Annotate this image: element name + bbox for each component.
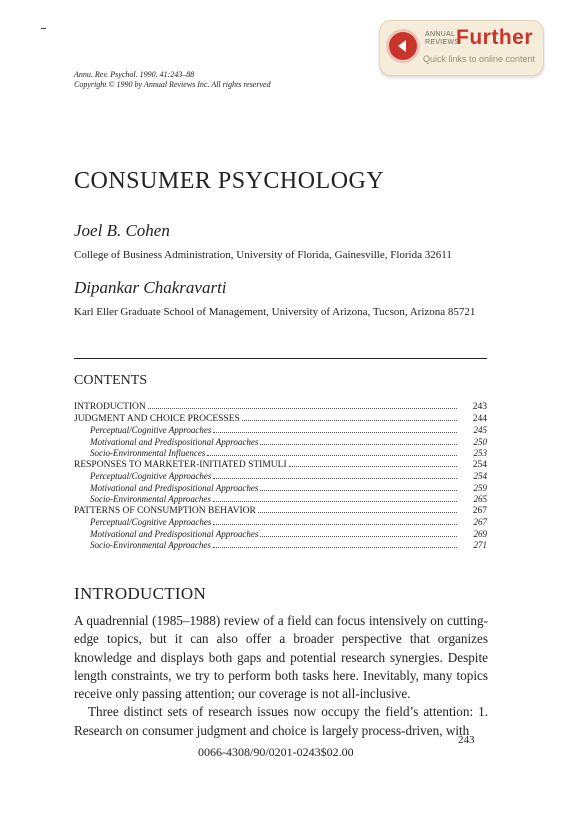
toc-entry-label: RESPONSES TO MARKETER-INITIATED STIMULI xyxy=(74,459,287,470)
toc-entry[interactable] xyxy=(74,517,487,529)
toc-entry[interactable] xyxy=(74,425,487,437)
badge-line2: REVIEWS xyxy=(425,39,460,46)
toc-entry-label: Socio-Environmental Approaches xyxy=(90,540,211,550)
author-affiliation: Karl Eller Graduate School of Management, University of Arizona, Tucson, Arizona 85721 xyxy=(74,306,476,318)
citation-line1: Annu. Rev. Psychol. 1990. 41:243–88 xyxy=(74,70,195,79)
toc-entry[interactable] xyxy=(74,448,487,460)
paragraph: Three distinct sets of research issues now occupy the field’s attention: 1. Research on consumer judgment and choice is largely process-driven, with xyxy=(74,704,488,738)
toc-entry-page: 267 xyxy=(473,517,487,527)
toc-leader-dots xyxy=(258,512,457,513)
toc-entry-page: 269 xyxy=(473,528,487,539)
toc-entry-page: 265 xyxy=(473,494,487,504)
citation-line2: Copyright © 1990 by Annual Reviews Inc. All rights reserved xyxy=(74,80,271,89)
toc-entry-label: Motivational and Predispositional Approaches xyxy=(90,528,259,539)
toc-entry-page: 244 xyxy=(472,413,487,424)
author-name: Dipankar Chakravarti xyxy=(74,278,227,297)
toc-entry-page: 250 xyxy=(473,436,487,447)
toc-leader-dots xyxy=(213,547,457,548)
toc-entry[interactable] xyxy=(74,414,487,426)
toc-leader-dots xyxy=(207,455,457,456)
toc-entry-label: Socio-Environmental Influences xyxy=(90,448,206,458)
table-of-contents xyxy=(74,402,487,552)
toc-leader-dots xyxy=(213,478,457,479)
toc-leader-dots xyxy=(260,536,457,537)
play-circle-icon xyxy=(389,32,417,60)
margin-mark xyxy=(41,28,46,29)
toc-entry[interactable] xyxy=(74,494,487,506)
contents-heading: CONTENTS xyxy=(74,373,148,388)
toc-entry-label: JUDGMENT AND CHOICE PROCESSES xyxy=(74,413,240,424)
toc-entry-label: Perceptual/Cognitive Approaches xyxy=(90,517,212,527)
toc-entry-label: PATTERNS OF CONSUMPTION BEHAVIOR xyxy=(74,505,256,516)
toc-entry[interactable] xyxy=(74,483,487,495)
toc-entry-page: 267 xyxy=(472,505,487,516)
toc-entry-label: Perceptual/Cognitive Approaches xyxy=(90,471,212,481)
toc-entry-label: Motivational and Predispositional Approaches xyxy=(90,482,259,493)
body-text xyxy=(74,612,488,740)
toc-entry-label: INTRODUCTION xyxy=(74,402,146,412)
toc-entry-label: Socio-Environmental Approaches xyxy=(90,494,211,504)
toc-entry-page: 245 xyxy=(473,425,487,435)
toc-leader-dots xyxy=(213,432,457,433)
article-code: 0066-4308/90/0201-0243$02.00 xyxy=(198,745,354,759)
toc-entry[interactable] xyxy=(74,471,487,483)
toc-entry-page: 271 xyxy=(473,540,487,550)
toc-entry[interactable] xyxy=(74,402,487,414)
toc-entry-page: 243 xyxy=(472,402,487,412)
toc-leader-dots xyxy=(260,444,457,445)
toc-entry[interactable] xyxy=(74,460,487,472)
divider xyxy=(74,358,487,359)
badge-tagline: Quick links to online content xyxy=(423,54,536,64)
toc-entry-page: 259 xyxy=(473,482,487,493)
badge-brand: Further xyxy=(456,26,533,49)
paragraph: A quadrennial (1985–1988) review of a field can focus intensively on cutting-edge topics, but it can also offer a broader perspective that organizes knowledge and displays both gaps and potential research synergies. Despite length constraints, we try to perform both tasks here. Inevitably, many topics receive only passing attention; our coverage is not all-inclusive. xyxy=(74,613,488,702)
article-title: CONSUMER PSYCHOLOGY xyxy=(74,168,385,194)
further-badge[interactable] xyxy=(379,20,544,76)
toc-entry-page: 254 xyxy=(472,459,487,470)
toc-leader-dots xyxy=(213,524,457,525)
citation xyxy=(74,70,271,90)
toc-leader-dots xyxy=(148,408,457,409)
toc-entry[interactable] xyxy=(74,529,487,541)
toc-entry-page: 253 xyxy=(473,448,487,458)
toc-entry[interactable] xyxy=(74,540,487,552)
page-number: 243 xyxy=(458,734,475,746)
toc-leader-dots xyxy=(289,466,457,467)
toc-leader-dots xyxy=(213,501,457,502)
toc-entry-label: Motivational and Predispositional Approaches xyxy=(90,436,259,447)
toc-leader-dots xyxy=(242,420,457,421)
badge-annual-reviews xyxy=(425,31,459,47)
toc-leader-dots xyxy=(260,490,457,491)
author-affiliation: College of Business Administration, University of Florida, Gainesville, Florida 32611 xyxy=(74,249,452,261)
badge-line1: ANNUAL xyxy=(425,31,456,38)
author-name: Joel B. Cohen xyxy=(74,221,170,240)
toc-entry[interactable] xyxy=(74,437,487,449)
toc-entry[interactable] xyxy=(74,506,487,518)
section-heading: INTRODUCTION xyxy=(74,584,207,603)
toc-entry-page: 254 xyxy=(473,471,487,481)
toc-entry-label: Perceptual/Cognitive Approaches xyxy=(90,425,212,435)
